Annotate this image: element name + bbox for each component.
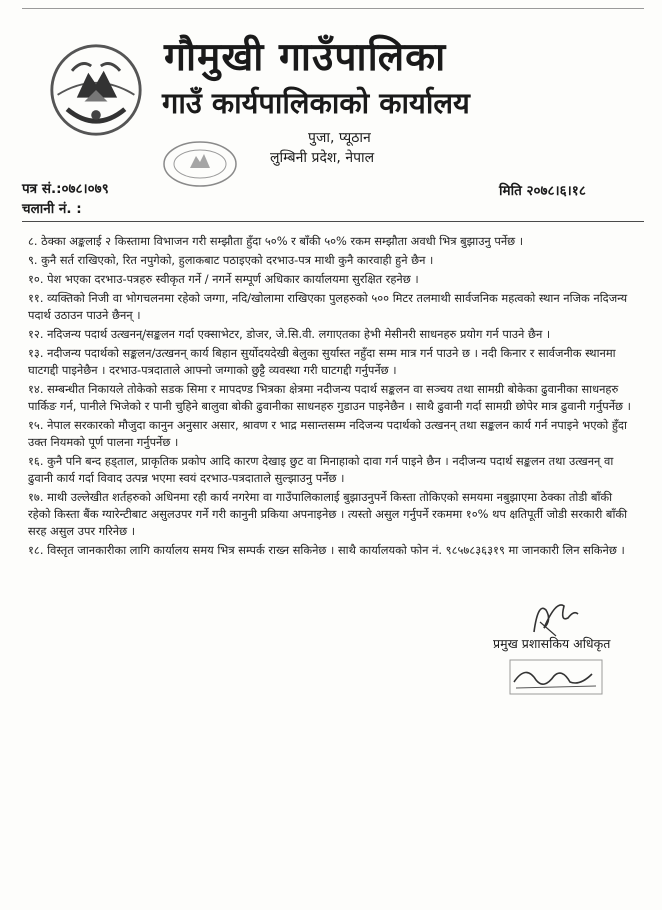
address-line-1: पुजा, प्यूठान <box>308 130 371 146</box>
clause: ११. व्यक्तिको निजी वा भोगचलनमा रहेको जग्गा, नदि/खोलामा राखिएका पुलहरुको ५०० मिटर तलमाथी सार्वजनिक महत्वको स्थान नजिक नदिजन्य पदार्थ उठाउन पाउने छैनन् । <box>28 291 628 322</box>
clause: १५. नेपाल सरकारको मौजुदा कानुन अनुसार असार, श्रावण र भाद्र मसान्तसम्म नदिजन्य पदार्थको उत्खनन् तथा सङ्कलन कार्य गर्न नपाइने भएको हुँदा उक्त नियमको पूर्ण पालना गर्नुपर्नेछ । <box>28 418 627 449</box>
reference-number: पत्र सं.:०७८।०७९ <box>22 181 109 197</box>
office-stamp-icon <box>160 138 240 190</box>
clause: १७. माथी उल्लेखीत शर्तहरुको अधिनमा रही कार्य नगरेमा वा गाउँपालिकालाई बुझाउनुपर्ने किस्ता तोकिएको समयमा नबुझाएमा ठेक्का तोडी बाँकी रहेको किस्ता बैंक ग्यारेन्टीबाट असुलउपर गर्ने गरी कानुनी प्रकिया अपनाइनेछ । त्यस्तो असुल गर्नुपर्ने रकममा १०% थप क्षतिपूर्ती जोडी सरकारी बाँकी सरह असुल उपर गरिनेछ । <box>28 490 628 538</box>
clause: १३. नदीजन्य पदार्थको सङ्कलन/उत्खनन् कार्य बिहान सुर्योदयदेखी बेलुका सुर्यास्त नहुँदा सम्म मात्र गर्न पाउने छ । नदी किनार र सार्वजनीक स्थानमा घाटगद्दी पाइनेछैन । दरभाउ-पत्रदाताले आफ्नो जग्गाको छुट्टै व्यवस्था गरी घाटगद्दी गर्नुपर्नेछ । <box>28 346 616 377</box>
clause: १८. विस्तृत जानकारीका लागि कार्यालय समय भित्र सम्पर्क राख्न सकिनेछ । साथै कार्यालयको फोन नं. ९८५७८३६३१९ मा जानकारी लिन सकिनेछ । <box>28 543 625 557</box>
header-divider <box>22 221 644 222</box>
clause: १६. कुनै पनि बन्द हड्ताल, प्राकृतिक प्रकोप आदि कारण देखाइ छुट वा मिनाहाको दावा गर्न पाइने छैन । नदीजन्य पदार्थ सङ्कलन तथा उत्खनन् वा ढुवानी कार्य गर्दा विवाद उत्पन्न भएमा स्वयं दरभाउ-पत्रदाताले सुल्झाउनु पर्नेछ । <box>28 454 614 485</box>
office-name: गाउँ कार्यपालिकाको कार्यालय <box>162 86 470 120</box>
top-border <box>22 8 644 9</box>
clause: ८. ठेक्का अङ्कलाई २ किस्तामा विभाजन गरी सम्झौता हुँदा ५०% र बाँकी ५०% रकम सम्झौता अवधी भित्र बुझाउनु पर्नेछ । <box>28 234 524 248</box>
clause: ९. कुनै सर्त राखिएको, रित नपुगेको, हुलाकबाट पठाइएको दरभाउ-पत्र माथी कुनै कारवाही हुने छैन । <box>28 253 434 267</box>
signature-seal-icon <box>496 656 606 698</box>
nepal-emblem-icon <box>48 42 144 138</box>
dispatch-number: चलानी नं. : <box>22 201 82 217</box>
clause: १२. नदिजन्य पदार्थ उत्खनन्/सङ्कलन गर्दा एक्साभेटर, डोजर, जे.सि.वी. लगाएतका हेभी मेसीनरी साधनहरु प्रयोग गर्न पाउने छैन । <box>28 327 551 341</box>
clause: १०. पेश भएका दरभाउ-पत्रहरु स्वीकृत गर्ने / नगर्ने सम्पूर्ण अधिकार कार्यालयमा सुरक्षित रहनेछ । <box>28 272 419 286</box>
letter-date: मिति २०७८।६।१८ <box>499 183 586 199</box>
clause: १४. सम्बन्धीत निकायले तोकेको सडक सिमा र मापदण्ड भित्रका क्षेत्रमा नदीजन्य पदार्थ सङ्कलन वा सञ्चय तथा सामग्री बोकेका ढुवानीका साधनहरु पार्किङ गर्न, पानीले भिजेको र पानी चुहिने बालुवा बोकी ढुवानीका साधनहरु गुडाउन पाइनेछैन । साथै ढुवानी गर्दा सामग्री छोपेर मात्र ढुवानी गर्नुपर्नेछ । <box>28 382 631 413</box>
letter-body <box>28 233 638 561</box>
signatory-designation: प्रमुख प्रशासकिय अधिकृत <box>493 636 611 651</box>
municipality-name: गौमुखी गाउँपालिका <box>164 35 447 80</box>
handwritten-signature-icon <box>494 592 604 642</box>
address-line-2: लुम्बिनी प्रदेश, नेपाल <box>270 150 375 166</box>
